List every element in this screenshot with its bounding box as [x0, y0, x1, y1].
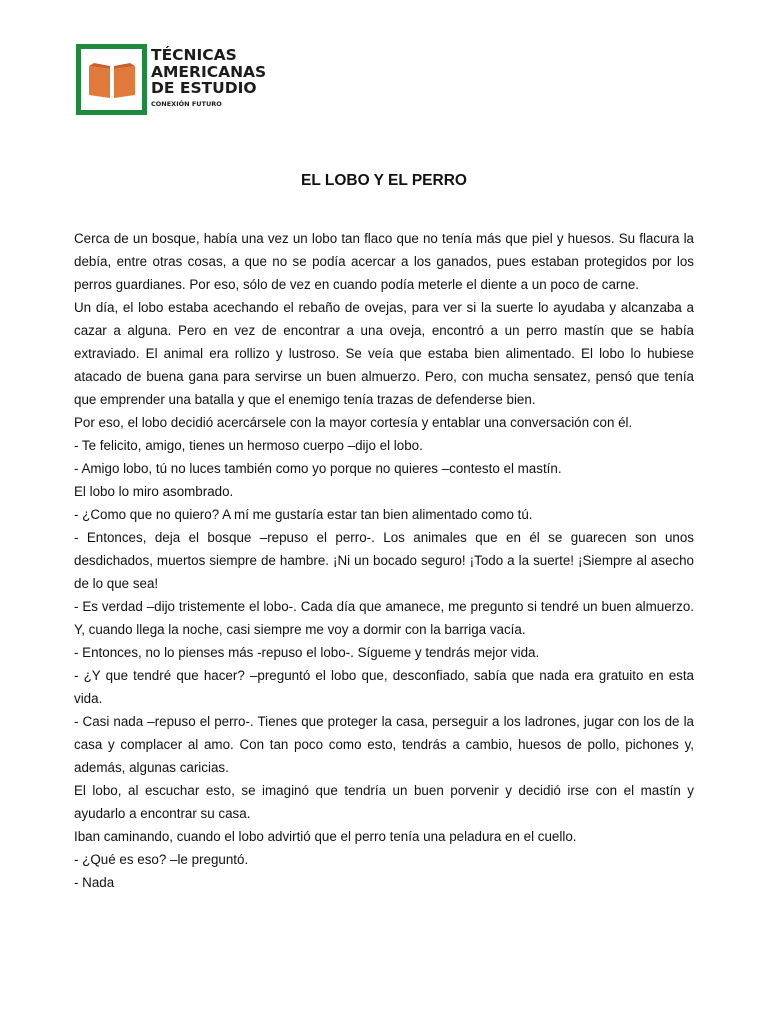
paragraph: Cerca de un bosque, había una vez un lobo tan flaco que no tenía más que piel y huesos. Su flacura la debía, entre otras cosas, a que no se podía acercar a los ganados, pues estaban protegidos por los perros guardianes. Por eso, sólo de vez en cuando podía meterle el diente a un poco de carne.	[74, 231, 694, 292]
paragraph: Iban caminando, cuando el lobo advirtió que el perro tenía una peladura en el cuello.	[74, 829, 577, 844]
paragraph: - Entonces, deja el bosque –repuso el perro-. Los animales que en él se guarecen son unos desdichados, muertos siempre de hambre. ¡Ni un bocado seguro! ¡Todo a la suerte! ¡Siempre al asecho de lo que sea!	[74, 530, 694, 591]
paragraph: - ¿Y que tendré que hacer? –preguntó el lobo que, desconfiado, sabía que nada era gratuito en esta vida.	[74, 668, 694, 706]
paragraph: - Es verdad –dijo tristemente el lobo-. Cada día que amanece, me pregunto si tendré un buen almuerzo. Y, cuando llega la noche, casi siempre me voy a dormir con la barriga vacía.	[74, 599, 694, 637]
brand-logo	[76, 44, 266, 115]
paragraph: - Nada	[74, 875, 115, 890]
paragraph: El lobo, al escuchar esto, se imaginó que tendría un buen porvenir y decidió irse con el mastín y ayudarlo a encontrar su casa.	[74, 783, 694, 821]
paragraph: Un día, el lobo estaba acechando el rebaño de ovejas, para ver si la suerte lo ayudaba y alcanzaba a cazar a alguna. Pero en vez de encontrar a una oveja, encontró a un perro mastín que se había extraviado. El animal era rollizo y lustroso. Se veía que estaba bien alimentado. El lobo lo hubiese atacado de buena gana para servirse un buen almuerzo. Pero, con mucha sensatez, pensó que tenía que emprender una batalla y que el enemigo tenía trazas de defenderse bien.	[74, 300, 694, 407]
paragraph: - ¿Qué es eso? –le preguntó.	[74, 852, 249, 867]
logo-wordmark	[151, 47, 266, 109]
paragraph: - Te felicito, amigo, tienes un hermoso cuerpo –dijo el lobo.	[74, 438, 423, 453]
logo-tagline: CONEXIÓN FUTURO	[151, 99, 222, 108]
document-title: EL LOBO Y EL PERRO	[301, 172, 467, 189]
paragraph: - Amigo lobo, tú no luces también como yo porque no quieres –contesto el mastín.	[74, 461, 562, 476]
paragraph: - ¿Como que no quiero? A mí me gustaría estar tan bien alimentado como tú.	[74, 507, 533, 522]
logo-frame	[76, 44, 147, 115]
document-body	[74, 227, 694, 894]
open-book-icon	[86, 60, 138, 100]
logo-line-3: DE ESTUDIO	[151, 79, 257, 97]
logo-line-2: AMERICANAS	[151, 62, 267, 81]
paragraph: Por eso, el lobo decidió acercársele con la mayor cortesía y entablar una conversación con él.	[74, 415, 633, 430]
logo-line-1: TÉCNICAS	[151, 46, 237, 64]
paragraph: - Casi nada –repuso el perro-. Tienes que proteger la casa, perseguir a los ladrones, jugar con los de la casa y complacer al amo. Con tan poco como esto, tendrás a cambio, huesos de pollo, pichones y, además, algunas caricias.	[74, 714, 694, 775]
paragraph: El lobo lo miro asombrado.	[74, 484, 234, 499]
paragraph: - Entonces, no lo pienses más -repuso el lobo-. Sígueme y tendrás mejor vida.	[74, 645, 540, 660]
